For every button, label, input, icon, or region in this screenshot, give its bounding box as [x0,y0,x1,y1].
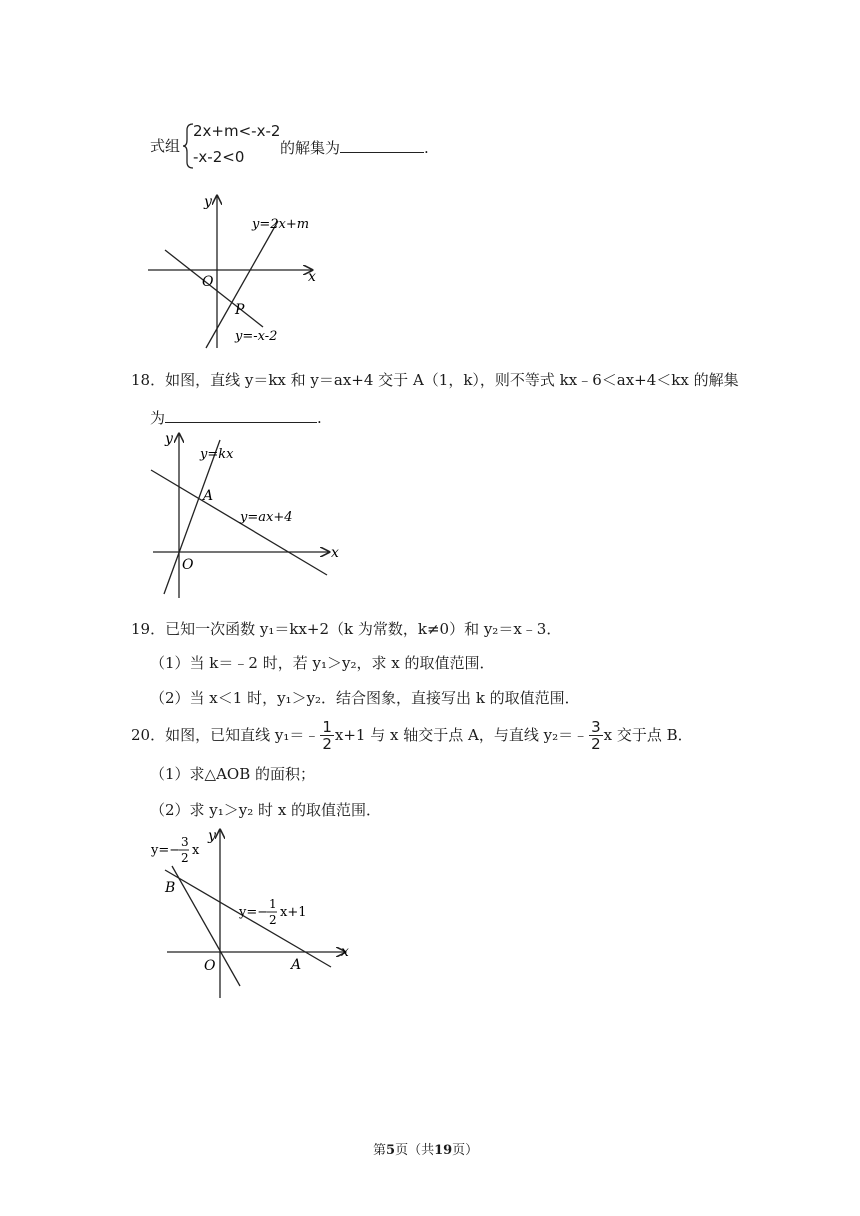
q19-stem [131,619,561,639]
q20-fraction-1 [320,719,334,752]
line1-den: 2 [181,851,189,865]
line2-den: 2 [269,913,277,927]
footer-c: 页） [452,1143,479,1158]
q17-answer-blank [340,136,424,153]
footer-a: 第 [373,1143,387,1158]
q20-frac1-num: 1 [322,717,332,736]
line1-num: 3 [181,835,189,849]
y-axis-label: y [204,194,212,210]
y-axis-label: y [208,828,216,844]
q20-part2: （2）求 y₁＞y₂ 时 x 的取值范围． [150,801,382,819]
q18-stem: ．如图，直线 y＝kx 和 y＝ax+4 交于 A（1，k），则不等式 kx﹣6＜ax+4＜kx 的解集 [150,371,739,389]
x-axis-label: x [308,269,316,285]
q17-prefix: 式组 [150,137,181,155]
figure-17 [140,188,340,353]
q18-line1 [131,370,739,390]
q17-suffix-text: 的解集为 [280,139,341,157]
footer-b: 页（共 [395,1143,435,1158]
q17-suffix [280,136,429,158]
q20-fraction-2 [589,719,603,752]
line-label-neg-three-halves-x [150,835,200,865]
origin-label: O [182,557,194,573]
y-axis-label: y [165,431,173,447]
line-label-ax-plus-4: y=ax+4 [240,510,293,525]
q20-stem-c: x 交于点 B． [603,726,693,744]
q18-answer-blank [165,406,317,423]
line2-num: 1 [269,897,277,911]
line-y-ax-plus-4 [151,470,327,575]
footer-page-number: 5 [386,1143,396,1158]
line-label-neg-x-minus-2: y=-x-2 [235,329,278,344]
q18-end: . [317,409,322,427]
q20-stem-b: x+1 与 x 轴交于点 A，与直线 y₂＝﹣ [334,726,589,744]
q20-number: 20 [131,726,151,744]
q20-stem [131,716,693,754]
page-footer [373,1139,478,1158]
line2-prefix: y=− [239,905,269,920]
q19-part1: （1）当 k＝﹣2 时，若 y₁＞y₂，求 x 的取值范围． [150,654,495,672]
q17-end: . [424,139,429,157]
origin-label: O [204,958,216,974]
point-p-label: P [235,302,245,318]
q17-system-line1: 2x+m<-x-2 [193,122,281,140]
q20-frac2-den: 2 [591,734,601,753]
line-label-neg-half-x-plus-1 [238,897,307,927]
q20-frac2-num: 3 [591,717,601,736]
q18-line2-prefix: 为 [150,409,166,427]
q20-stem-a: ．如图，已知直线 y₁＝﹣ [150,726,320,744]
q18-line2 [150,406,322,428]
line1-prefix: y=− [151,843,181,858]
q18-number: 18 [131,371,151,389]
line2-suffix: x+1 [280,905,307,920]
q19-number: 19 [131,620,151,638]
line-label-kx: y=kx [200,447,234,462]
origin-label: O [202,274,214,290]
line-label-2x-plus-m: y=2x+m [252,217,310,232]
point-b-label: B [165,880,176,896]
figure-20 [145,826,360,1001]
q19-part2: （2）当 x＜1 时，y₁＞y₂．结合图象，直接写出 k 的取值范围． [150,689,580,707]
q19-stem-text: ．已知一次函数 y₁＝kx+2（k 为常数，k≠0）和 y₂＝x﹣3． [150,620,562,638]
point-a-label: A [291,957,302,973]
point-a-label: A [203,488,214,504]
footer-total-pages: 19 [434,1143,453,1158]
figure-18 [145,428,345,603]
x-axis-label: x [331,545,339,561]
line1-suffix: x [192,843,200,858]
q17-system-line2: -x-2<0 [193,148,245,166]
q20-frac1-den: 2 [322,734,332,753]
x-axis-label: x [341,944,349,960]
line-y-neg-x-minus-2 [165,250,263,327]
q20-part1: （1）求△AOB 的面积； [150,765,316,783]
